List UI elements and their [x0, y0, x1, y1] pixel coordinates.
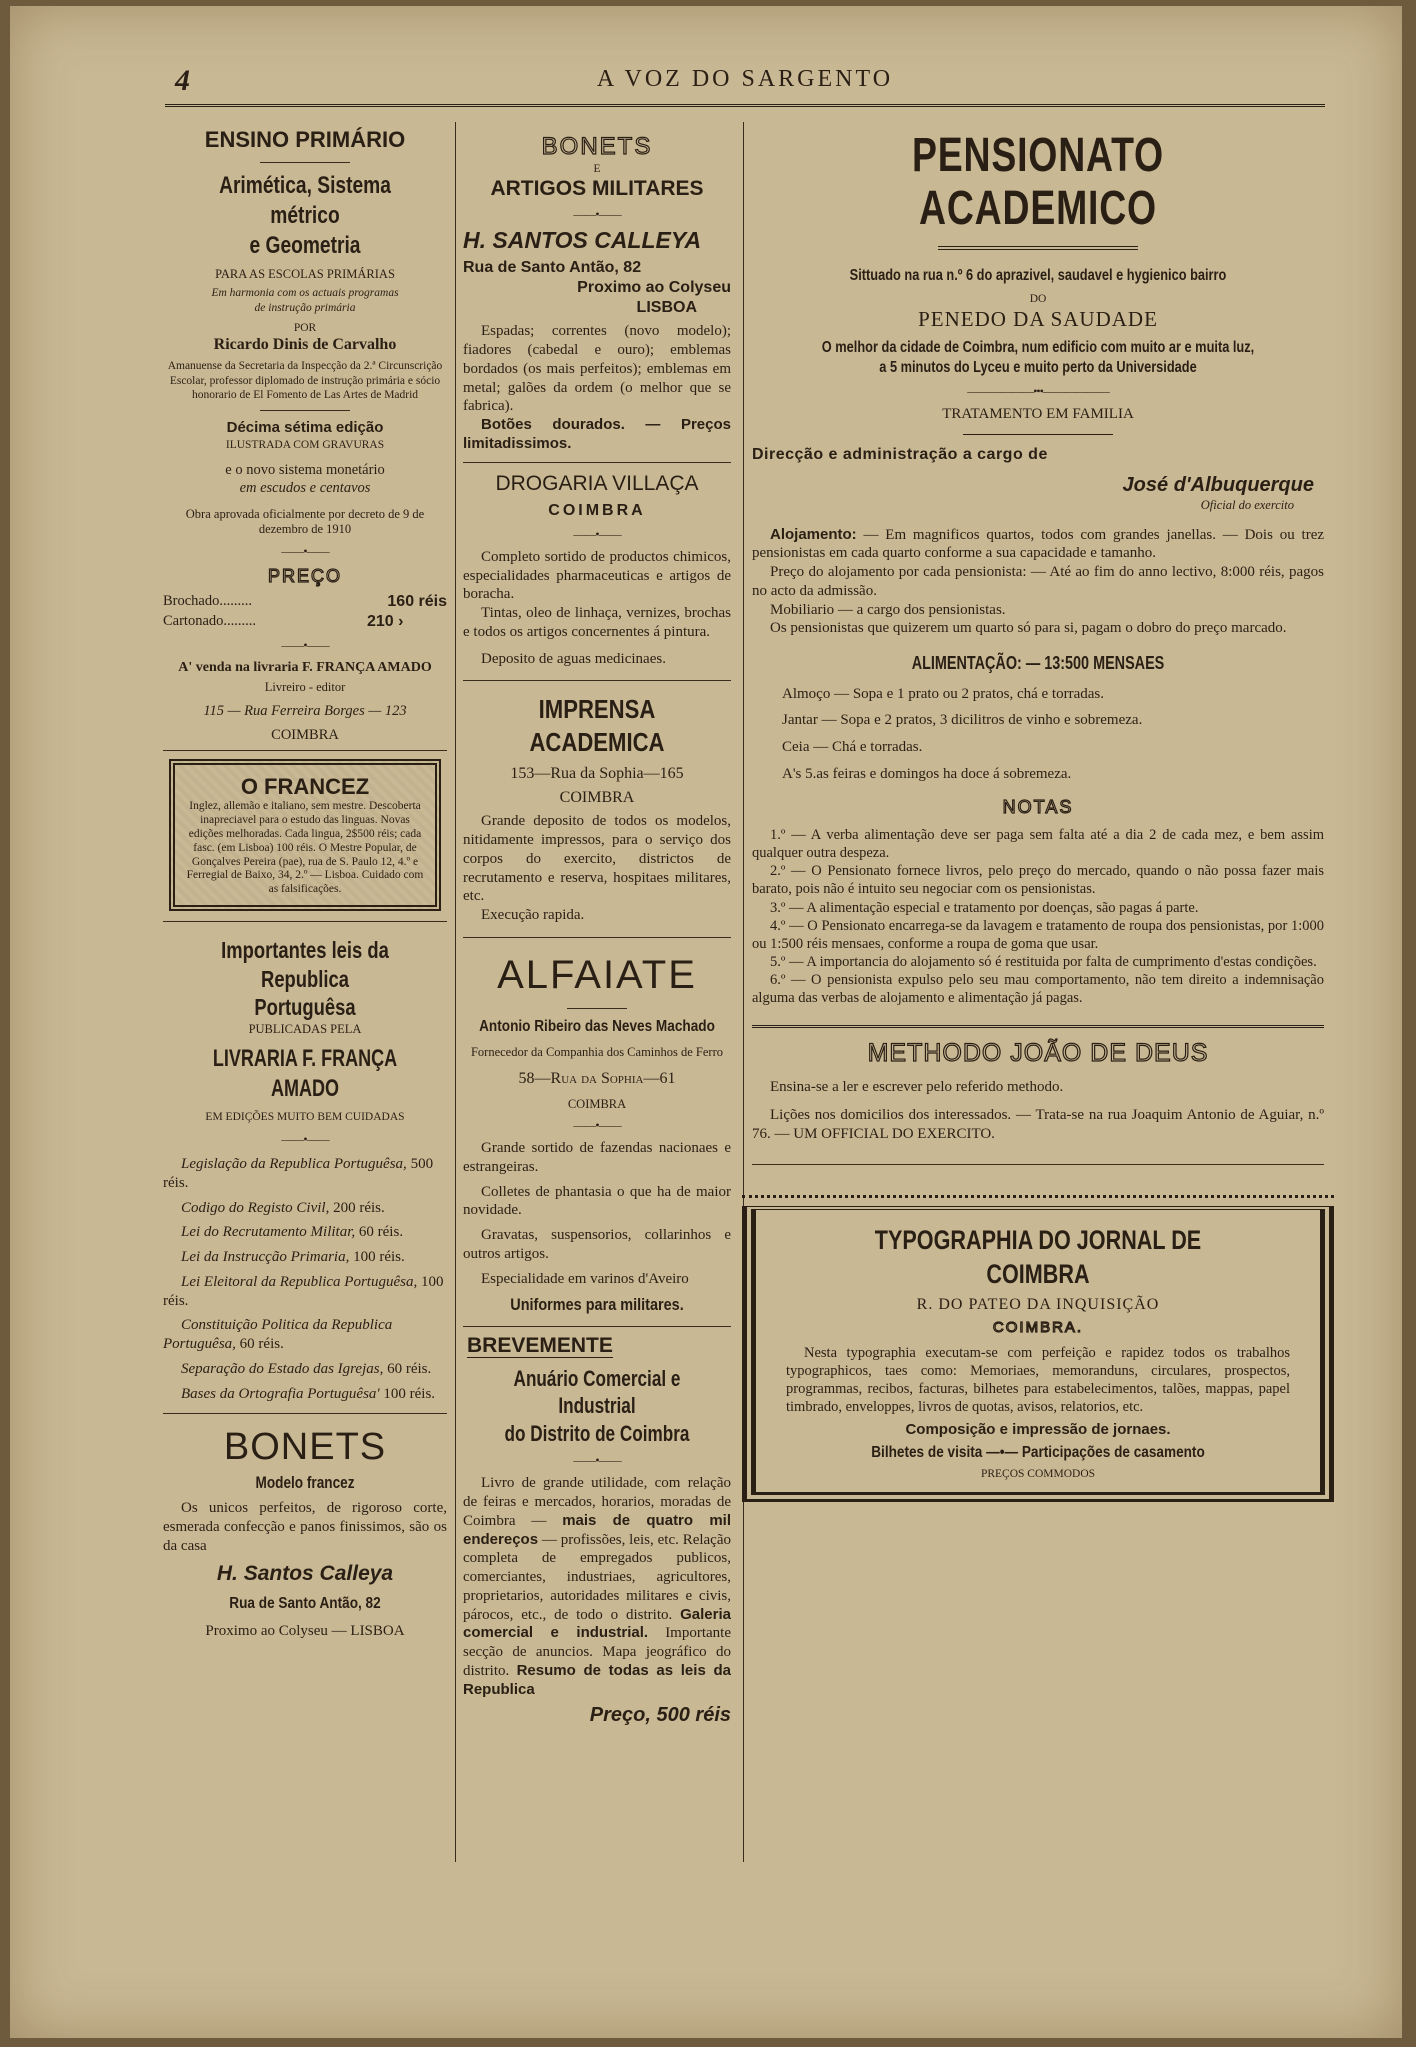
anuario-title-1: Anuário Comercial e Industrial: [513, 1365, 681, 1419]
leis-published: PUBLICADAS PELA: [248, 1022, 362, 1037]
bonets2-title: BONETS: [223, 1426, 387, 1469]
leis-item-name: Bases da Ortografia Portuguêsa': [181, 1385, 380, 1402]
notas-list: [752, 826, 1324, 1007]
col3-divider-2: [752, 1164, 1324, 1165]
drogaria-city: COIMBRA: [548, 501, 646, 519]
typographia-ad: [752, 1177, 1324, 1502]
nota-item: 1.º — A verba alimentação deve ser paga sem falta até a dia 2 de cada mez, e bem assim qualquer outra despeza.: [752, 827, 1324, 862]
pensionato-furniture: Mobiliario — a cargo dos pensionistas.: [770, 601, 1006, 618]
pensionato-best-1: O melhor da cidade de Coimbra, num edificio com muito ar e muita luz,: [821, 339, 1255, 357]
leis-item-name: Legislação da Republica Portuguêsa,: [181, 1156, 407, 1173]
anuario-body-f: Resumo de todas as leis da Republica: [463, 1661, 731, 1698]
drogaria-ad: [457, 471, 737, 669]
ensino-subtitle-2: e Geometria: [249, 231, 361, 259]
pensionato-rule-2: [963, 434, 1113, 435]
leis-ad: [163, 936, 447, 1404]
meals-list: [752, 685, 1324, 784]
pensionato-title: PENSIONATO ACADEMICO: [912, 129, 1164, 235]
pensionato-alimentacao: ALIMENTAÇÃO: — 13:500 MENSAES: [911, 653, 1165, 674]
col2-divider-1: [463, 462, 731, 463]
francez-body: Inglez, allemão e italiano, sem mestre. Descoberta inapreciavel para o estudo das linguas. Novas edições melhoradas. Cada lingua, 2$500 réis; cada fasc. (em Lisboa) 100 réis. O Mestre Popular, de Gonçalves Pereira (pae), rua de S. Paulo 12, 4.º e Ferregial de Baixo, 34, 2.º — Lisboa. Cuidado com as falsificações.: [186, 800, 424, 896]
drogaria-body-2: Tintas, oleo de linhaça, vernizes, brochas e todos os artigos concernentes á pintura.: [463, 605, 731, 640]
leis-item: [163, 1385, 447, 1404]
alfaiate-name: Antonio Ribeiro das Neves Machado: [479, 1017, 715, 1035]
bonets-near: Proximo ao Colyseu: [577, 279, 731, 297]
pensionato-neighbourhood: PENEDO DA SAUDADE: [918, 306, 1158, 331]
ensino-por: POR: [293, 321, 317, 334]
leis-item-price: 500 réis.: [163, 1156, 434, 1191]
col2-divider-2: [463, 680, 731, 681]
leis-item: [163, 1223, 447, 1242]
ensino-harmony-1: Em harmonia com os actuais programas: [211, 287, 399, 300]
pensionato-single: Os pensionistas que quizerem um quarto só para si, pagam o dobro do preço marcado.: [770, 620, 1287, 637]
nota-item: 2.º — O Pensionato fornece livros, pelo preço do mercado, quando o não possa fazer mais barato, pois não é intuito seu negociar com os pensionistas.: [752, 863, 1324, 898]
leis-item-price: 60 réis.: [387, 1360, 432, 1377]
methodo-body-1: Ensina-se a ler e escrever pelo referido methodo.: [770, 1078, 1064, 1095]
imprensa-city: COIMBRA: [559, 789, 635, 807]
alfaiate-body-4: Especialidade em varinos d'Aveiro: [481, 1270, 689, 1287]
typographia-prices: PREÇOS COMMODOS: [980, 1468, 1096, 1481]
ensino-sale: A' venda na livraria F. FRANÇA AMADO: [178, 659, 432, 675]
ensino-city: COIMBRA: [271, 726, 339, 743]
bonets-body: Espadas; correntes (novo modelo); fiadores (cabedal e ouro); emblemas bordados (os mais perfeitos); emblemas em metal; galões da ordem (o melhor que se fabrica).: [463, 323, 731, 415]
leis-item: [163, 1199, 447, 1218]
pensionato-ornament: ——————•••——————: [967, 384, 1109, 399]
meal-item: Almoço — Sopa e 1 prato ou 2 pratos, chá e torradas.: [782, 685, 1104, 702]
leis-item: [163, 1248, 447, 1267]
notas-title: NOTAS: [1002, 796, 1074, 817]
nota-item: 5.º — A importancia do alojamento só é restituida por falta de cumprimento d'estas condições.: [770, 953, 1317, 970]
anuario-title-2: do Distrito de Coimbra: [504, 1420, 690, 1446]
alfaiate-ornament: ——•——: [573, 1118, 621, 1133]
alfaiate-address: 58—Rua da Sophia—61: [518, 1069, 676, 1087]
page-header: [165, 60, 1325, 100]
leis-item-price: 60 réis.: [239, 1336, 284, 1353]
bonets2-near: Proximo ao Colyseu — LISBOA: [205, 1622, 405, 1639]
pensionato-best-2: a 5 minutos do Lyceu e muito perto da Universidade: [879, 359, 1197, 377]
anuario-body-e: Importante secção de anuncios. Mapa jeográfico do distrito.: [463, 1625, 731, 1679]
ensino-edition: Décima sétima edição: [226, 419, 384, 437]
bonets-buttons: Botões dourados. — Preços limitadissimos.: [463, 416, 731, 452]
col2-divider-4: [463, 1326, 731, 1327]
col1-divider-3: [163, 1413, 447, 1414]
bonets2-body: Os unicos perfeitos, de rigoroso corte, esmerada confecção e panos finissimos, são os da casa: [163, 1500, 447, 1554]
bonets-ad: [457, 132, 737, 454]
alfaiate-city: COIMBRA: [567, 1096, 627, 1111]
alfaiate-title: ALFAIATE: [497, 952, 697, 997]
pensionato-ad: [752, 130, 1324, 1007]
nota-item: 4.º — O Pensionato encarrega-se da lavagem e tratamento de roupa dos pensionistas, por 1:000 ou 1:500 réis mensaes, conforme a roupa de goma que usar.: [752, 917, 1324, 952]
leis-item-price: 200 réis.: [333, 1199, 385, 1216]
meal-item: A's 5.as feiras e domingos ha doce á sobremeza.: [782, 765, 1072, 782]
bonets-city: LISBOA: [636, 299, 697, 317]
leis-item-price: 100 réis.: [353, 1249, 405, 1266]
bonets-street: Rua de Santo Antão, 82: [463, 259, 642, 277]
ensino-publisher: Livreiro - editor: [264, 680, 346, 694]
ensino-monetary-2: em escudos e centavos: [239, 479, 371, 496]
brochado-row: [163, 592, 447, 612]
drogaria-body-1: Completo sortido de productos chimicos, especialidades pharmaceuticas e artigos de boracha.: [463, 548, 731, 603]
leis-publisher: LIVRARIA F. FRANÇA AMADO: [212, 1044, 398, 1102]
pensionato-rank: Oficial do exercito: [1200, 497, 1294, 512]
anuario-price: Preço, 500 réis: [589, 1704, 731, 1727]
ensino-price-title: PREÇO: [267, 566, 342, 586]
ensino-for-schools: PARA AS ESCOLAS PRIMÁRIAS: [215, 266, 395, 281]
leis-item-price: 100 réis.: [383, 1385, 436, 1402]
anuario-body-d: Galeria comercial e industrial.: [463, 1605, 731, 1642]
leis-item: [163, 1316, 447, 1354]
imprensa-fast: Execução rapida.: [481, 907, 585, 924]
ensino-subtitle-1: Arimética, Sistema métrico: [219, 171, 391, 229]
column-1: [163, 126, 447, 1640]
ensino-author: Ricardo Dinis de Carvalho: [213, 336, 397, 354]
typographia-cards: Bilhetes de visita —•— Participações de casamento: [871, 1444, 1205, 1462]
brochado-label: Brochado.........: [163, 592, 252, 609]
leis-item-name: Lei Eleitoral da Republica Portuguêsa,: [181, 1273, 418, 1290]
anuario-ornament: ——•——: [573, 1453, 621, 1468]
bonets-e: E: [593, 163, 601, 175]
alfaiate-underline: [567, 1008, 627, 1009]
typographia-title: TYPOGRAPHIA DO JORNAL DE COIMBRA: [874, 1224, 1202, 1289]
leis-list: [163, 1155, 447, 1403]
bonets2-model: Modelo francez: [255, 1472, 355, 1492]
nota-item: 6.º — O pensionista expulso pelo seu mau comportamento, não tem direito a indemnisação alguma das verbas de alojamento e alimentação já pagas.: [752, 972, 1324, 1007]
column-2: [457, 132, 737, 1728]
methodo-title: METHODO JOÃO DE DEUS: [867, 1039, 1209, 1068]
methodo-body-2: Lições nos domicilios dos interessados. — Trata-se na rua Joaquim Antonio de Aguiar, n.º 76. — UM OFFICIAL DO EXERCITO.: [752, 1107, 1324, 1143]
typographia-composition: Composição e impressão de jornaes.: [905, 1420, 1171, 1438]
leis-editions: EM EDIÇÕES MUITO BEM CUIDADAS: [205, 1110, 405, 1123]
bonets-title: BONETS: [541, 133, 653, 160]
pensionato-family: TRATAMENTO EM FAMILIA: [942, 406, 1134, 423]
nota-item: 3.º — A alimentação especial e tratamento por doenças, são pagas á parte.: [770, 899, 1199, 916]
cartonado-label: Cartonado.........: [163, 612, 257, 629]
anuario-body-b: mais de quatro mil endereços: [463, 1511, 731, 1548]
methodo-ad: [752, 1038, 1324, 1144]
meal-item: Ceia — Chá e torradas.: [782, 739, 923, 756]
imprensa-address: 153—Rua da Sophia—165: [510, 765, 684, 783]
column-3: [752, 130, 1324, 1502]
leis-item-price: 100 réis.: [163, 1273, 444, 1309]
pensionato-alojamento: [752, 526, 1324, 564]
ensino-approved: Obra aprovada oficialmente por decreto de 9 de dezembro de 1910: [185, 506, 425, 537]
col1-divider-1: [163, 750, 447, 751]
anuario-body: [457, 1474, 737, 1699]
ensino-monetary-1: e o novo sistema monetário: [225, 461, 385, 478]
anuario-body-c: — profissões, leis, etc. Relação completa de empregados publicos, comerciantes, industriaes, agricultores, proprietarios, autoridades militares e civis, párocos, etc., de todo o distrito.: [463, 1531, 732, 1623]
leis-item: [163, 1273, 447, 1311]
alfaiate-ad: [457, 950, 737, 1316]
page-number: 4: [175, 64, 190, 97]
drogaria-ornament: ——•——: [573, 526, 621, 541]
leis-item: [163, 1360, 447, 1379]
meal-item: Jantar — Sopa e 2 pratos, 3 dicilitros de vinho e sobremeza.: [782, 712, 1143, 729]
column-divider-1: [455, 122, 456, 1862]
anuario-body-a: Livro de grande utilidade, com relação de feiras e mercados, horarios, moradas de Coimbra —: [463, 1475, 731, 1529]
pensionato-price: Preço do alojamento por cada pensionista: — Até ao fim do anno lectivo, 8:000 réis, pagos no acto da admissão.: [752, 564, 1324, 599]
pensionato-direction: Direcção e administração a cargo de: [752, 445, 1048, 463]
alfaiate-body-3: Gravatas, suspensorios, collarinhos e outros artigos.: [463, 1227, 731, 1262]
drogaria-title: DROGARIA VILLAÇA: [495, 471, 699, 495]
ensino-title: ENSINO PRIMÁRIO: [204, 127, 406, 152]
cartonado-row: [163, 612, 447, 632]
pensionato-situated: Sittuado na rua n.º 6 do aprazivel, saudavel e hygienico bairro: [849, 266, 1227, 284]
imprensa-title: IMPRENSA ACADEMICA: [529, 694, 665, 757]
header-rule: [165, 104, 1325, 107]
masthead: A VOZ DO SARGENTO: [596, 66, 894, 92]
anuario-brevemente: BREVEMENTE: [467, 1333, 613, 1357]
ensino-title-underline: [260, 162, 350, 163]
col3-divider-1: [752, 1025, 1324, 1028]
alfaiate-body-1: Grande sortido de fazendas nacionaes e estrangeiras.: [463, 1140, 731, 1175]
pensionato-title-rule: [938, 246, 1138, 250]
ensino-credentials: Amanuense da Secretaria da Inspecção da 2.ª Circunscrição Escolar, professor diplomado de instrução primária e sócio honorario de El Fomento de Las Artes de Madrid: [167, 360, 443, 401]
alfaiate-body-2: Colletes de phantasia o que ha de maior novidade.: [463, 1183, 731, 1219]
bonets-subtitle: ARTIGOS MILITARES: [490, 177, 704, 201]
leis-ornament: ——•——: [281, 1132, 329, 1147]
alfaiate-uniforms: Uniformes para militares.: [510, 1295, 684, 1315]
pensionato-manager: José d'Albuquerque: [1122, 473, 1314, 496]
column-divider-2: [743, 122, 744, 1862]
leis-item-name: Separação do Estado das Igrejas,: [181, 1360, 384, 1377]
brochado-price: 160 réis: [387, 592, 447, 610]
leis-item-name: Constituição Politica da Republica Portuguêsa,: [163, 1317, 393, 1353]
ensino-primario-ad: [163, 126, 447, 744]
typographia-box: [742, 1206, 1334, 1502]
leis-item: [163, 1155, 447, 1193]
typographia-top-ornament: [742, 1177, 1334, 1198]
ensino-address: 115 — Rua Ferreira Borges — 123: [203, 702, 407, 719]
francez-title: O FRANCEZ: [240, 773, 370, 799]
col1-divider-2: [163, 921, 447, 922]
drogaria-body-3: Deposito de aguas medicinaes.: [481, 650, 666, 667]
imprensa-ad: [457, 693, 737, 925]
anuario-ad: [457, 1333, 737, 1729]
typographia-body: Nesta typographia executam-se com perfeição e rapidez todos os trabalhos typographicos, taes como: Memoriaes, memoranduns, circulares, prospectos, programmas, recibos, facturas, bilhetes para estabelecimentos, talões, mappas, papel timbrado, enveloppes, livros de quotas, avisos, relatorios, etc.: [786, 1345, 1290, 1416]
o-francez-ad: [169, 759, 441, 911]
pensionato-do: DO: [1029, 292, 1047, 305]
bonets2-street: Rua de Santo Antão, 82: [229, 1594, 381, 1612]
brevemente-wrap: [457, 1333, 737, 1359]
bonets2-name: H. Santos Calleya: [216, 1562, 394, 1586]
bonets-ad-2: [163, 1424, 447, 1640]
leis-item-name: Lei do Recrutamento Militar,: [181, 1224, 356, 1241]
bonets-name: H. SANTOS CALLEYA: [463, 226, 702, 253]
imprensa-body: Grande deposito de todos os modelos, nitidamente impressos, para o serviço dos corpos do exercito, districtos de recrutamento e reserva, hospitaes militares, etc.: [463, 813, 731, 905]
leis-item-price: 60 réis.: [358, 1224, 404, 1241]
leis-item-name: Codigo do Registo Civil,: [181, 1199, 330, 1216]
leis-title-1: Importantes leis da Republica: [221, 936, 389, 992]
ensino-illustrated: ILUSTRADA COM GRAVURAS: [225, 439, 385, 452]
bonets-ornament: ——•——: [573, 206, 621, 221]
ensino-ornament-2: ——•——: [281, 637, 329, 652]
col2-divider-3: [463, 937, 731, 938]
alfaiate-supplier: Fornecedor da Companhia dos Caminhos de Ferro: [470, 1044, 724, 1059]
leis-title-2: Portuguêsa: [254, 994, 356, 1021]
ensino-harmony-2: de instrução primária: [254, 301, 356, 314]
leis-item-name: Lei da Instrucção Primaria,: [181, 1249, 350, 1266]
typographia-street: R. DO PATEO DA INQUISIÇÃO: [916, 1296, 1160, 1314]
alojamento-label: Alojamento:: [770, 525, 857, 543]
ensino-sep: [260, 410, 350, 411]
typographia-city: COIMBRA.: [992, 1319, 1084, 1337]
alojamento-text: — Em magnificos quartos, todos com grandes janellas. — Dois ou trez pensionistas em cada quarto conforme a sua capacidade e tamanho.: [752, 526, 1325, 562]
cartonado-price: 210 ›: [367, 612, 404, 630]
ensino-ornament: ——•——: [281, 544, 329, 558]
